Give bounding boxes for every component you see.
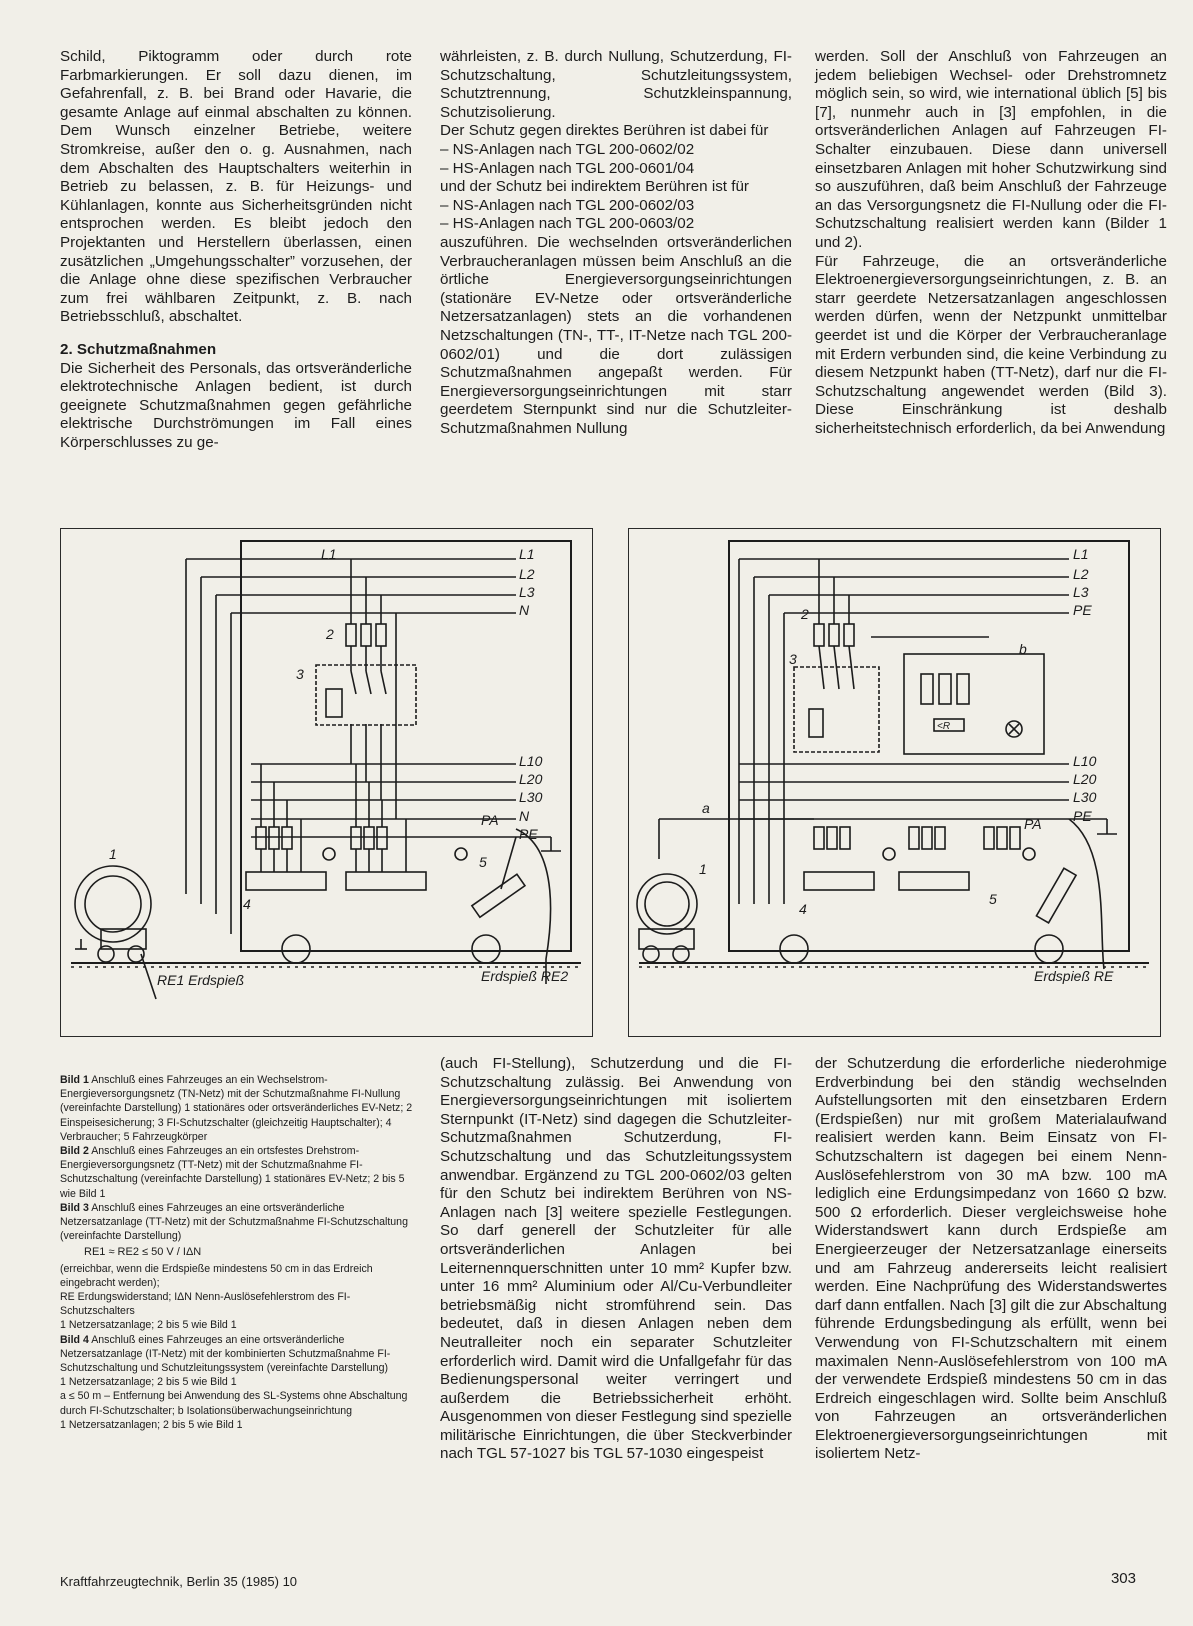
label-n: N	[519, 602, 530, 618]
caption-text: Anschluß eines Fahrzeuges an eine ortsveränderliche Netzersatzanlage (TT-Netz) mit der Schutzmaßnahme FI-Schutzschaltung (vereinfachte Darstellung)	[60, 1201, 408, 1243]
label-l3: L3	[519, 584, 535, 600]
label-l1: L1	[519, 546, 535, 562]
label-1: 1	[699, 861, 707, 877]
caption-label: Bild 4	[60, 1333, 89, 1346]
label-l30: L30	[519, 789, 543, 805]
caption-legend: RE Erdungswiderstand; IΔN Nenn-Auslösefehlerstrom des FI-Schutzschalters	[60, 1291, 351, 1318]
paragraph: Die Sicherheit des Personals, das ortsveränderliche elektrotechnische Anlagen bedient, ist durch geeignete Schutzmaßnahmen gegen gefährliche elektrische Durchströmungen im Fall eines Körperschlusses zu ge-	[60, 359, 412, 451]
figure-1-circuit-diagram	[60, 528, 593, 1037]
caption-text: Anschluß eines Fahrzeuges an eine ortsveränderliche Netzersatzanlage (IT-Netz) mit der kombinierten Schutzmaßnahme FI-Schutzschaltung und Schutzleitungssystem (vereinfachte Darstellung)	[60, 1333, 391, 1375]
label-1: 1	[109, 846, 117, 862]
label-pa: PA	[481, 812, 499, 828]
paragraph: Der Schutz gegen direktes Berühren ist dabei für	[440, 122, 769, 140]
caption-note: (erreichbar, wenn die Erdspieße mindestens 50 cm in das Erdreich eingebracht werden);	[60, 1262, 373, 1289]
list-item: – NS-Anlagen nach TGL 200-0602/03	[440, 197, 792, 216]
list-item: – NS-Anlagen nach TGL 200-0602/02	[440, 141, 792, 160]
figure-2-circuit-diagram	[628, 528, 1161, 1037]
label-l2: L2	[519, 566, 535, 582]
paragraph: (auch FI-Stellung), Schutzerdung und die FI-Schutzschaltung zulässig. Bei Anwendung von Energieversorgungseinrichtungen mit isoliertem Sternpunkt (IT-Netz) sind dagegen die Schutzleiter-Schutzmaßnahmen Schutzerdung, FI-Schutzschaltung und das Schutzleitungssystem anwendbar. Ergänzend zu TGL 200-0602/03 gelten für den Schutz bei indirektem Berühren von NS-Anlagen nach [3] weitere spezielle Festlegungen. So darf generell der Schutzleiter für alle ortsveränderlichen Anlagen bei Leiternennquerschnitten unter 10 mm² Kupfer bzw. unter 16 mm² Aluminium oder Al/Cu-Verbundleiter betriebsmäßig nicht stromführend sein. Das bedeutet, daß in diesen Anlagen neben dem Neutralleiter noch ein separater Schutzleiter erforderlich wird. Damit wird die Unfallgefahr für das Bedienungspersonal weiter verringert und außerdem die Betriebssicherheit erhöht. Ausgenommen von dieser Festlegung sind spezielle militärische Einrichtungen, die über Steckverbinder nach TGL 57-1027 bis TGL 57-1030 eingespeist	[440, 1055, 792, 1463]
caption-text: Anschluß eines Fahrzeuges an ein Wechselstrom-Energieversorgungsnetz (TN-Netz) mit der Schutzmaßnahme FI-Nullung (vereinfachte Darstellung) 1 stationäres oder ortsveränderliches EV-Netz; 2 Einspeisesicherung; 3 FI-Schutzschalter (gleichzeitig Hauptschalter); 4 Verbraucher; 5 Fahrzeugkörper	[60, 1074, 413, 1143]
label-l1: L1	[321, 546, 337, 562]
caption-items: 1 Netzersatzanlage; 2 bis 5 wie Bild 1	[60, 1376, 237, 1389]
label-l20: L20	[1073, 771, 1097, 787]
caption-text: Anschluß eines Fahrzeuges an ein ortsfestes Drehstrom-Energieversorgungsnetz (TT-Netz) mit der Schutzmaßnahme FI-Schutzschaltung (vereinfachte Darstellung) 1 stationäres EV-Netz; 2 bis 5 wie Bild 1	[60, 1145, 405, 1200]
list	[440, 141, 792, 178]
label-5: 5	[989, 891, 997, 907]
circuit-diagram-svg	[61, 529, 592, 1036]
list	[440, 197, 792, 234]
label-l3: L3	[1073, 584, 1089, 600]
label-l20: L20	[519, 771, 543, 787]
figure-captions	[60, 1073, 413, 1432]
label-l1: L1	[1073, 546, 1089, 562]
caption-items: a ≤ 50 m – Entfernung bei Anwendung des SL-Systems ohne Abschaltung durch FI-Schutzschalter; b Isolationsüberwachungseinrichtung	[60, 1390, 408, 1417]
label-l30: L30	[1073, 789, 1097, 805]
label-re2: Erdspieß RE2	[481, 968, 569, 984]
label-pe2: PE	[1073, 808, 1092, 824]
paragraph: Schild, Piktogramm oder durch rote Farbmarkierungen. Er soll dazu dienen, im Gefahrenfall, z. B. bei Brand oder Havarie, die gesamte Anlage auf einmal abschalten zu können. Dem Wunsch einzelner Betriebe, weitere Stromkreise, außer den o. g. Ausnahmen, nach dem Abschalten des Hauptschalters weiterhin in Betrieb zu belassen, z. B. für Heizungs- und Kühlanlagen, konnte aus Sicherheitsgründen nicht entsprochen werden. Es bleibt jedoch den Projektanten und Herstellern überlassen, einen zusätzlichen „Umgehungsschalter” vorzusehen, der die Anlage ohne diese spezifischen Verbraucher zum frei wählbaren Zeitpunkt, z. B. nach Betriebsschluß, abschaltet.	[60, 48, 412, 326]
text-column-3	[815, 48, 1167, 438]
paragraph: auszuführen. Die wechselnden ortsveränderlichen Verbraucheranlagen müssen beim Anschluß an die örtliche Energieversorgungseinrichtungen (stationäre EV-Netze oder ortsveränderliche Netzersatzanlagen) stets an die vorhandenen Netzschaltungen (TN-, TT-, IT-Netze nach TGL 200-0602/01) und die dort zulässigen Schutzmaßnahmen angepaßt werden. Für Energieversorgungseinrichtungen mit starr geerdetem Sternpunkt sind nur die Schutzleiter-Schutzmaßnahmen Nullung	[440, 233, 792, 437]
caption-items: 1 Netzersatzanlage; 2 bis 5 wie Bild 1	[60, 1319, 237, 1332]
caption-label: Bild 3	[60, 1201, 89, 1214]
caption	[60, 1333, 413, 1376]
paragraph: und der Schutz bei indirektem Berühren ist für	[440, 178, 749, 196]
label-pa: PA	[1024, 816, 1042, 832]
paragraph: Für Fahrzeuge, die an ortsveränderliche Elektroenergieversorgungseinrichtungen, z. B. an starr geerdete Netzersatzanlagen angeschlossen werden dürfen, wenn der Netzpunkt unmittelbar geerdet ist und die Körper der Verbraucheranlage mit Erdern verbunden sind, die keine Verbindung zu diesem Netzpunkt haben (TT-Netz), darf nur die FI-Schutzschaltung angewendet werden (Bild 3). Diese Einschränkung ist deshalb sicherheitstechnisch erforderlich, da bei Anwendung	[815, 252, 1167, 437]
label-2: 2	[326, 626, 334, 642]
page-number: 303	[1110, 1570, 1136, 1587]
text-column-2	[440, 48, 792, 438]
section-heading: 2. Schutzmaßnahmen	[60, 340, 217, 358]
label-4: 4	[243, 896, 251, 912]
label-re1: RE1 Erdspieß	[157, 972, 245, 988]
label-2: 2	[801, 606, 809, 622]
caption	[60, 1144, 413, 1201]
formula: RE1 ≈ RE2 ≤ 50 V / IΔN	[84, 1246, 202, 1259]
paragraph: der Schutzerdung die erforderliche niederohmige Erdverbindung bei den ständig wechselnden Aufstellungsorten mit den einsetzbaren Erdern (Erdspießen) nur mit großem Materialaufwand realisiert werden kann. Beim Einsatz von FI-Schutzschaltern ist dagegen bei einem Nenn-Auslösefehlerstrom von 30 mA bzw. 100 mA lediglich eine Erdungsimpedanz von 1660 Ω bzw. 500 Ω erforderlich. Dieser vergleichsweise hohe Widerstandswert kann durch Erdspieße am Energieerzeuger der Netzersatzanlage einerseits und am Fahrzeug andererseits leicht realisiert werden. Eine Nachprüfung des Widerstandswertes darf dann entfallen. Nach [3] gilt die zur Abschaltung führende Erdungsbedingung als erfüllt, wenn bei Verwendung von FI-Schutzschaltern mit einem maximalen Nenn-Auslösefehlerstrom von 100 mA der verwendete Erdspieß mindestens 50 cm in das Erdreich eingeschlagen wird. Sollte beim Anschluß von Fahrzeugen an ortsveränderlichen Elektroenergieversorgungseinrichtungen mit isoliertem Netz-	[815, 1055, 1167, 1463]
label-l2: L2	[1073, 566, 1089, 582]
label-l10: L10	[519, 753, 543, 769]
text-column-1	[60, 48, 412, 452]
paragraph: währleisten, z. B. durch Nullung, Schutzerdung, FI-Schutzschaltung, Schutzleitungssystem, Schutztrennung, Schutzkleinspannung, Schutzisolierung.	[440, 48, 792, 121]
label-pe: PE	[519, 826, 538, 842]
circuit-diagram-svg	[629, 529, 1160, 1036]
page-footer	[60, 1570, 1136, 1589]
label-a: a	[702, 800, 710, 816]
label-5: 5	[479, 854, 487, 870]
label-3: 3	[789, 651, 797, 667]
label-3: 3	[296, 666, 304, 682]
journal-citation: Kraftfahrzeugtechnik, Berlin 35 (1985) 10	[60, 1574, 298, 1589]
caption-label: Bild 2	[60, 1145, 89, 1158]
caption	[60, 1073, 413, 1144]
list-item: – HS-Anlagen nach TGL 200-0601/04	[440, 160, 792, 179]
label-l10: L10	[1073, 753, 1097, 769]
paragraph: werden. Soll der Anschluß von Fahrzeugen an jedem beliebigen Wechsel- oder Drehstromnetz möglich sein, so wird, wie international üblich [5] bis [7], nunmehr auch in [3] empfohlen, in die ortsveränderlichen Anlagen auf Fahrzeugen FI-Schalter einzubauen. Diese dann universell einsetzbaren Anlagen mit hoher Schutzwirkung sind so auszuführen, daß beim Anschluß der Fahrzeuge an das Versorgungsnetz die FI-Nullung oder die FI-Schutzschaltung realisiert werden kann (Bilder 1 und 2).	[815, 48, 1167, 251]
label-4: 4	[799, 901, 807, 917]
list-item: – HS-Anlagen nach TGL 200-0603/02	[440, 215, 792, 234]
text-column-3-lower	[815, 1055, 1167, 1464]
caption-label: Bild 1	[60, 1074, 89, 1086]
label-re: Erdspieß RE	[1034, 968, 1114, 984]
label-n2: N	[519, 808, 530, 824]
label-r: <R	[937, 721, 951, 732]
caption-items: 1 Netzersatzanlagen; 2 bis 5 wie Bild 1	[60, 1418, 243, 1431]
text-column-2-lower	[440, 1055, 792, 1464]
caption	[60, 1201, 413, 1244]
label-pe: PE	[1073, 602, 1092, 618]
label-b: b	[1019, 641, 1027, 657]
